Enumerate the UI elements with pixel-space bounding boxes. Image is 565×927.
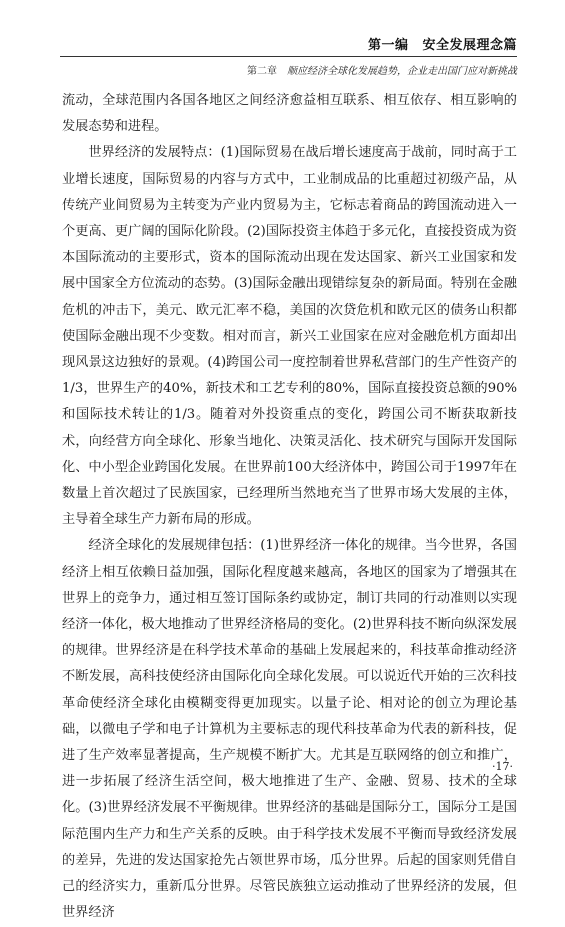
header-rule [60,56,517,57]
paragraph-development-laws: 经济全球化的发展规律包括：(1)世界经济一体化的规律。当今世界，各国经济上相互依赖日益加强，国际化程度越来越高，各地区的国家为了增强其在世界上的竞争力，通过相互签订国际条约或协定，制订共同的行动准则以实现经济一体化，极大地推动了世界经济格局的变化。(2)世界科技不断向纵深发展的规律。世界经济是在科学技术革命的基础上发展起来的，科技革命推动经济不断发展，高科技使经济由国际化向全球化发展。可以说近代开始的三次科技革命使经济全球化由模糊变得更加现实。以量子论、相对论的创立为理论基础，以微电子学和电子计算机为主要标志的现代科技革命为代表的新科技，促进了生产效率显著提高，生产规模不断扩大。尤其是互联网络的创立和推广，进一步拓展了经济生活空间，极大地推进了生产、金融、贸易、技术的全球化。(3)世界经济发展不平衡规律。世界经济的基础是国际分工，国际分工是国际范围内生产力和生产关系的反映。由于科学技术发展不平衡而导致经济发展的差异，先进的发达国家抢先占领世界市场，瓜分世界。后起的国家则凭借自己的经济实力，重新瓜分世界。尽管民族独立运动推动了世界经济的发展，但世界经济 [62,538,517,921]
part-label: 第一编 [367,38,409,53]
paragraph-development-features: 世界经济的发展特点：(1)国际贸易在战后增长速度高于战前，同时高于工业增长速度，国际贸易的内容与方式中，工业制成品的比重超过初级产品，从传统产业间贸易为主转变为产业内贸易为主，它标志着商品的跨国流动进入一个更高、更广阔的国际化阶段。(2)国际投资主体趋于多元化，直接投资成为资本国际流动的主要形式，资本的国际流动出现在发达国家、新兴工业国家和发展中国家全方位流动的态势。(3)国际金融出现错综复杂的新局面。特别在金融危机的冲击下，美元、欧元汇率不稳，美国的次贷危机和欧元区的债务山积都使国际金融出现不少变数。相对而言，新兴工业国家在应对金融危机方面却出现风景这边独好的景观。(4)跨国公司一度控制着世界私营部门的生产性资产的1/3，世界生产的40%，新技术和工艺专利的80%，国际直接投资总额的90%和国际技术转让的1/3。随着对外投资重点的变化，跨国公司不断获取新技术，向经营方向全球化、形象当地化、决策灵活化、技术研究与国际开发国际化、中小型企业跨国化发展。在世界前100大经济体中，跨国公司于1997年在数量上首次超过了民族国家，已经理所当然地充当了世界市场大发展的主体，主导着全球生产力新布局的形成。 [62,145,517,528]
chapter-label: 第二章 [247,66,277,77]
running-header [368,34,517,53]
part-title: 安全发展理念篇 [422,38,517,53]
paragraph-continuation: 流动，全球范围内各国各地区之间经济愈益相互联系、相互依存、相互影响的发展态势和进程。 [62,93,517,135]
page-number: ·17· [492,760,513,773]
chapter-header [247,62,517,77]
chapter-title: 顺应经济全球化发展趋势，企业走出国门应对新挑战 [287,66,517,77]
body-text [62,88,517,927]
